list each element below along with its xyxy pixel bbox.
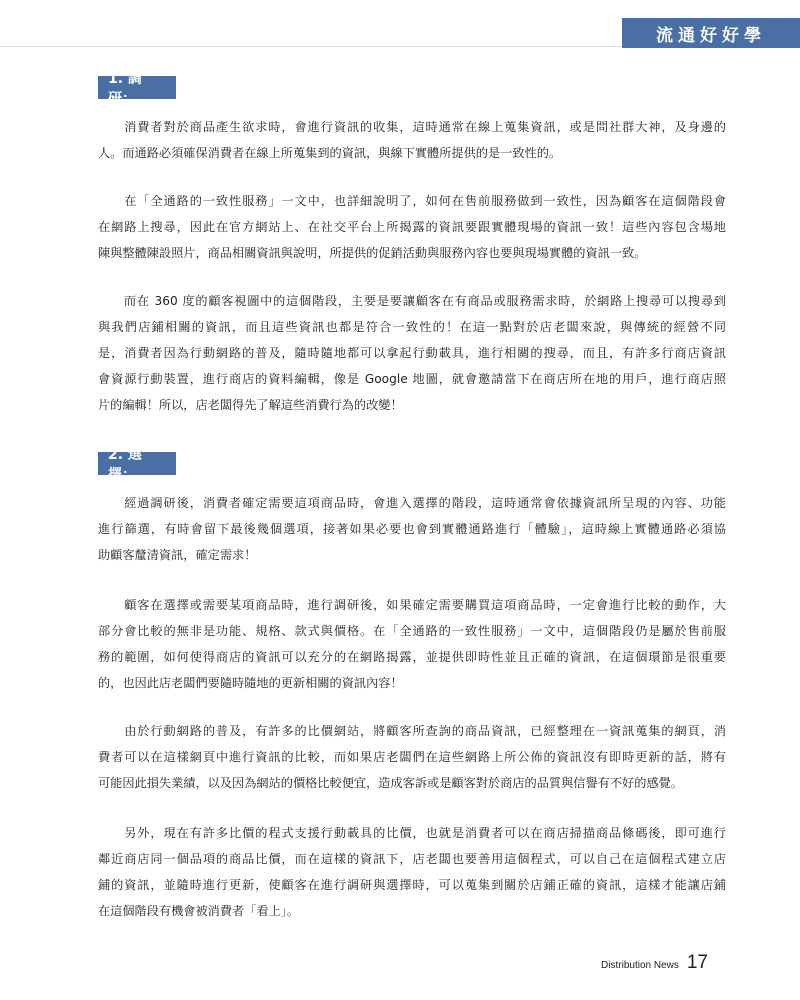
text-line: 片的編輯！所以，店老闆得先了解這些消費行為的改變！: [98, 398, 403, 412]
text-line: 鋪的資訊，並隨時進行更新，使顧客在進行調研與選擇時，可以蒐集到關於店鋪正確的資訊，這樣才能讓店鋪: [98, 878, 726, 892]
paragraph: [98, 718, 726, 796]
text-line: 在這個階段有機會被消費者「看上」。: [98, 904, 300, 918]
text-line: 消費者對於商品產生欲求時，會進行資訊的收集，這時通常在線上蒐集資訊，或是問社群大神，及身邊的: [98, 120, 726, 134]
section-title-tag: 流通好好學: [622, 18, 800, 48]
text-line: 陳與整體陳設照片，商品相關資訊與說明，所提供的促銷活動與服務內容也要與現場實體的資訊一致。: [98, 246, 647, 260]
page-footer: [601, 952, 708, 974]
text-line: 進行篩選，有時會留下最後幾個選項，接著如果必要也會到實體通路進行「體驗」，這時線上實體通路必須協: [98, 522, 726, 536]
text-line: 務的範圍，如何使得商店的資訊可以充分的在網路揭露，並提供即時性並且正確的資訊，在這個環節是很重要: [98, 650, 726, 664]
section-heading-choice: 2. 選擇：: [98, 452, 176, 475]
text-line: 可能因此損失業績，以及因為網站的價格比較便宜，造成客訴或是顧客對於商店的品質與信譽有不好的感覺。: [98, 776, 683, 790]
text-line: 部分會比較的無非是功能、規格、款式與價格。在「全通路的一致性服務」一文中，這個階段仍是屬於售前服: [98, 624, 726, 638]
paragraph: [98, 114, 726, 166]
page-number: 17: [686, 952, 708, 973]
text-line: 在「全通路的一致性服務」一文中，也詳細說明了，如何在售前服務做到一致性，因為顧客在這個階段會: [98, 194, 726, 208]
paragraph: [98, 490, 726, 568]
text-line: 會資源行動裝置，進行商店的資料編輯，像是 Google 地圖，就會邀請當下在商店所在地的用戶，進行商店照: [98, 372, 726, 386]
text-line: 鄰近商店同一個品項的商品比價，而在這樣的資訊下，店老闆也要善用這個程式，可以自己在這個程式建立店: [98, 852, 726, 866]
section-heading-research: 1. 調研：: [98, 76, 176, 99]
text-line: 另外，現在有許多比價的程式支援行動載具的比價，也就是消費者可以在商店掃描商品條碼後，即可進行: [98, 826, 726, 840]
paragraph: [98, 288, 726, 418]
text-line: 人。而通路必須確保消費者在線上所蒐集到的資訊，與線下實體所提供的是一致性的。: [98, 146, 562, 160]
text-line: 顧客在選擇或需要某項商品時，進行調研後，如果確定需要購買這項商品時，一定會進行比較的動作，大: [98, 598, 726, 612]
text-line: 是，消費者因為行動網路的普及，隨時隨地都可以拿起行動載具，進行相關的搜尋，而且，有許多行商店資訊: [98, 346, 726, 360]
paragraph: [98, 820, 726, 924]
publication-name: Distribution News: [601, 960, 679, 971]
text-line: 由於行動網路的普及，有許多的比價網站，將顧客所查詢的商品資訊，已經整理在一資訊蒐集的網頁，消: [98, 724, 726, 738]
text-line: 經過調研後，消費者確定需要這項商品時，會進入選擇的階段，這時通常會依據資訊所呈現的內容、功能: [98, 496, 726, 510]
paragraph: [98, 592, 726, 696]
text-line: 在網路上搜尋，因此在官方網站上、在社交平台上所揭露的資訊要跟實體現場的資訊一致！這些內容包含場地: [98, 220, 726, 234]
text-line: 助顧客釐清資訊，確定需求！: [98, 548, 257, 562]
text-line: 的，也因此店老闆們要隨時隨地的更新相關的資訊內容！: [98, 676, 403, 690]
text-line: 而在 360 度的顧客視圖中的這個階段，主要是要讓顧客在有商品或服務需求時，於網路上搜尋可以搜尋到: [98, 294, 726, 308]
text-line: 費者可以在這樣網頁中進行資訊的比較，而如果店老闆們在這些網路上所公佈的資訊沒有即時更新的話，將有: [98, 750, 726, 764]
paragraph: [98, 188, 726, 266]
text-line: 與我們店鋪相關的資訊，而且這些資訊也都是符合一致性的！在這一點對於店老闆來說，與傳統的經營不同: [98, 320, 726, 334]
